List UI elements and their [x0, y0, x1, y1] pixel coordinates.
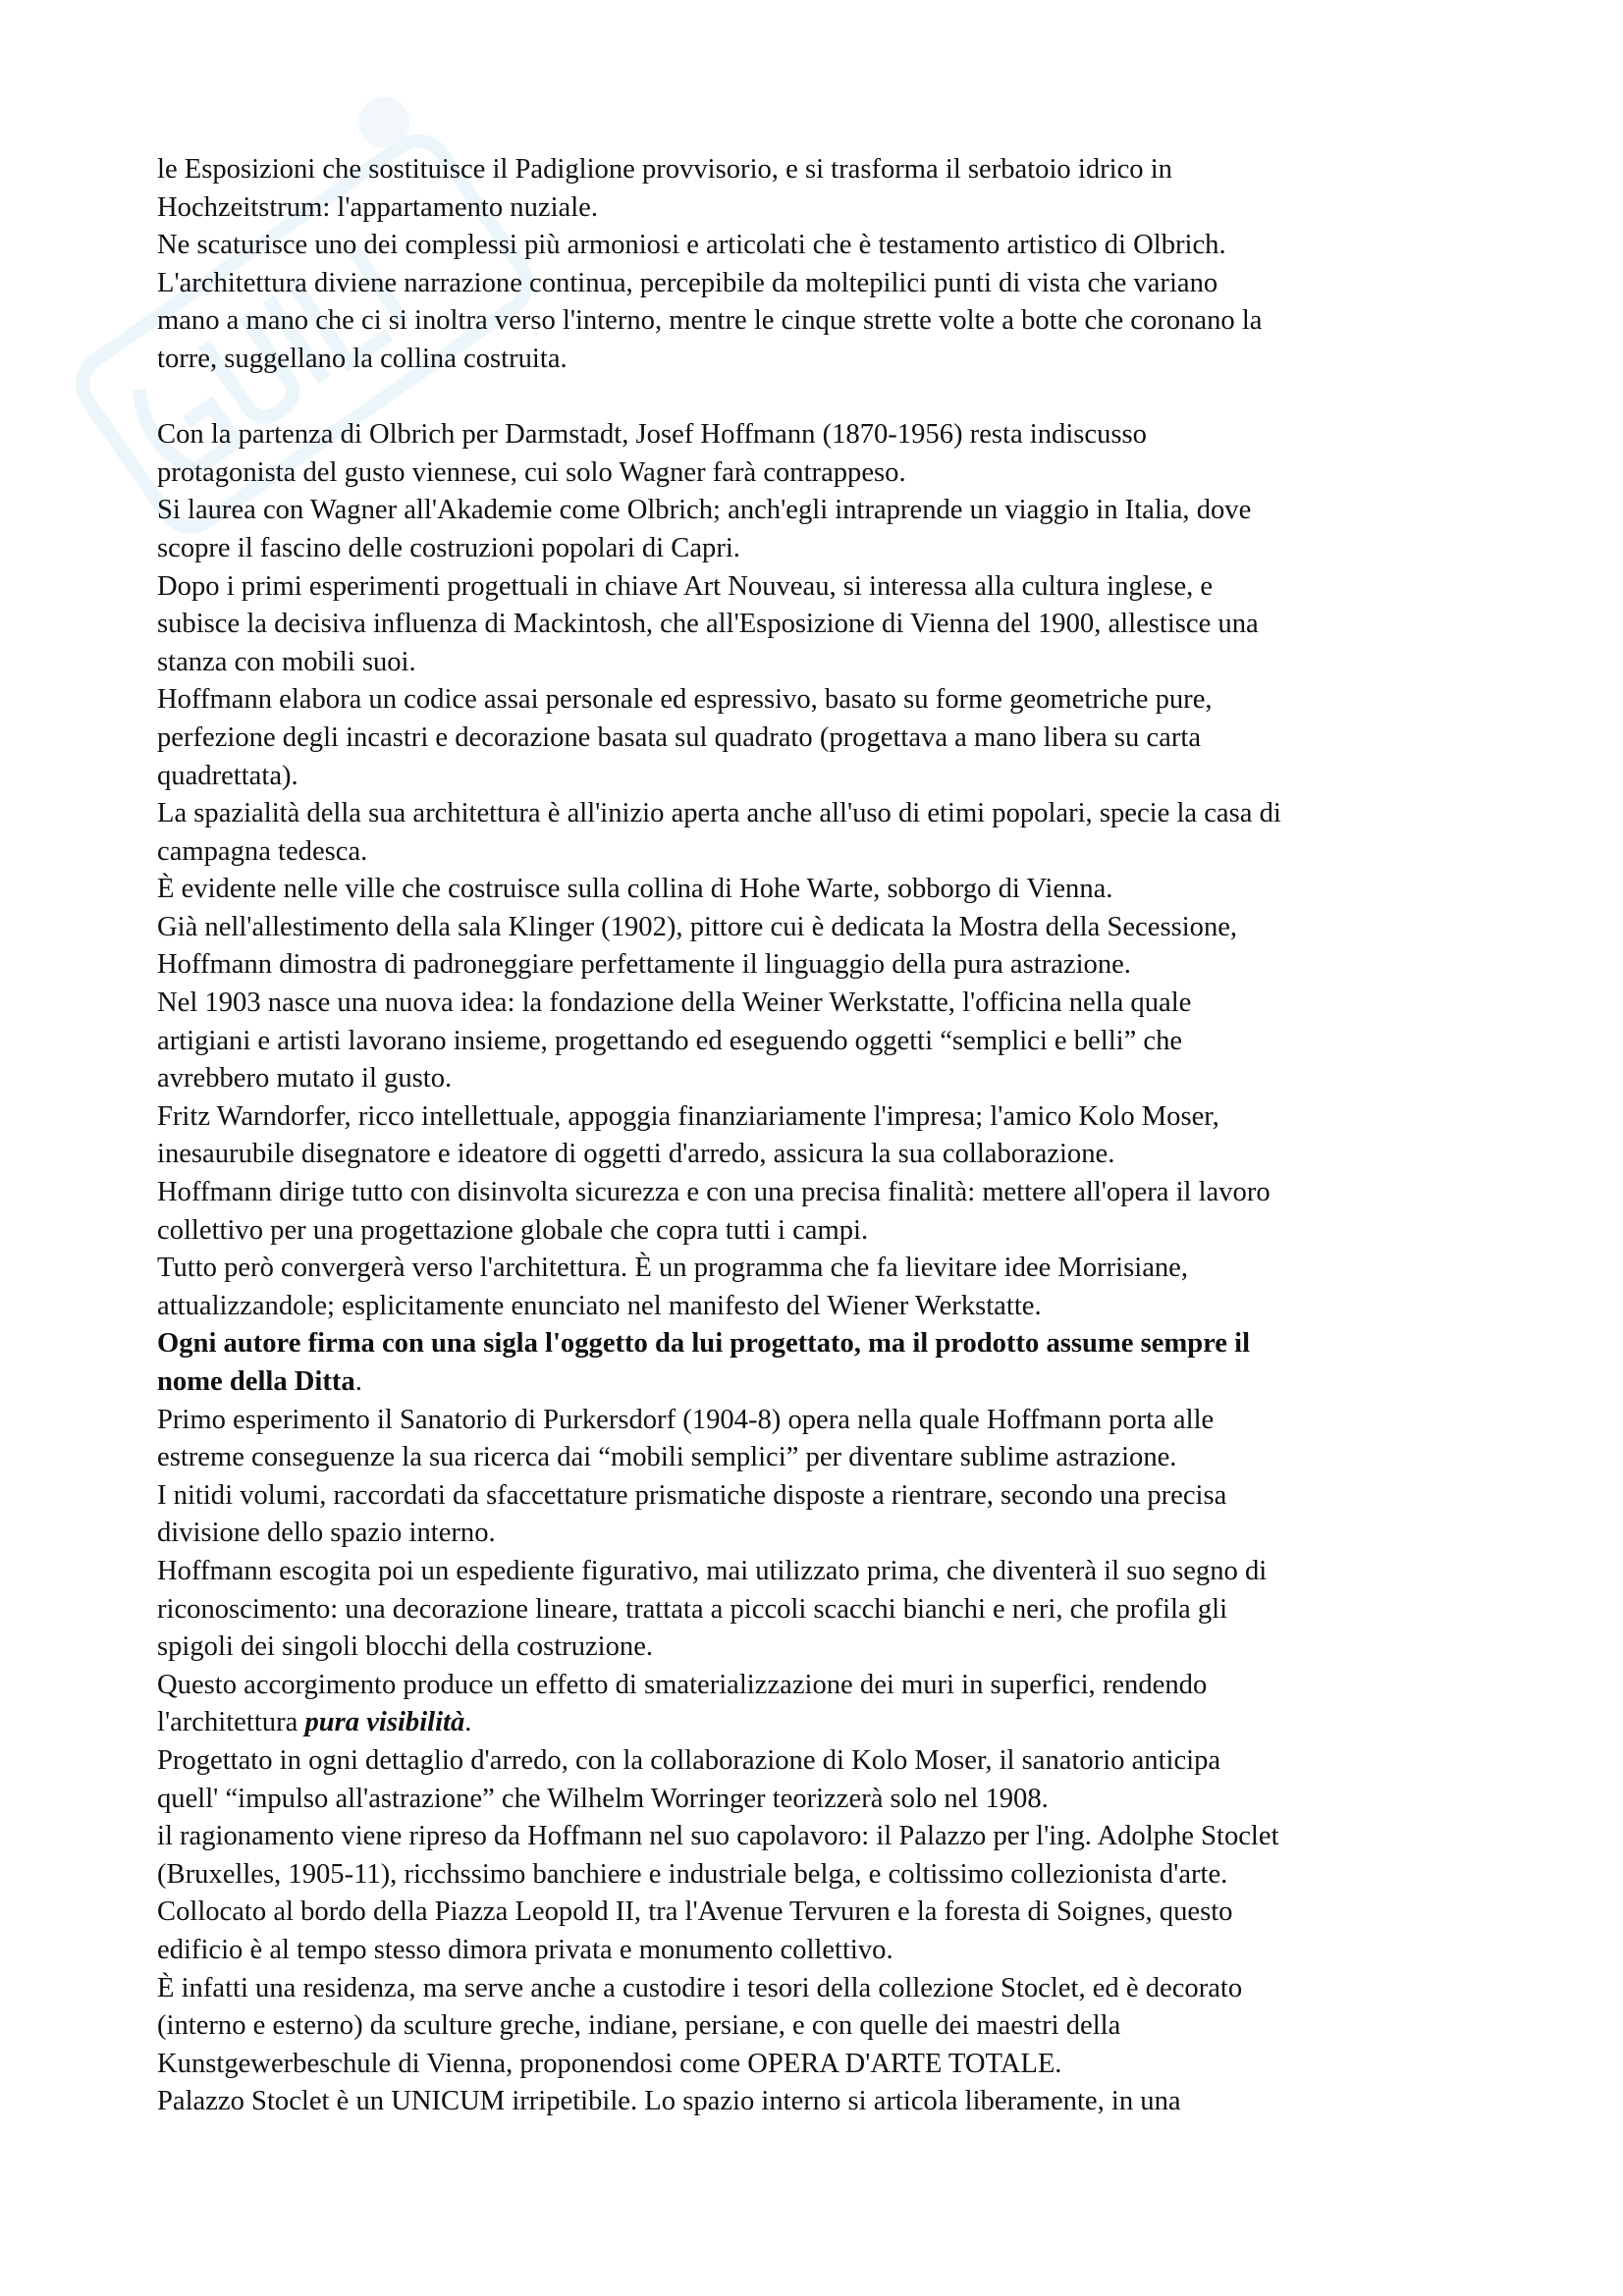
text-line: Fritz Warndorfer, ricco intellettuale, appoggia finanziariamente l'impresa; l'amico Kolo Moser, — [157, 1100, 1219, 1132]
document-body — [157, 151, 1502, 2121]
text-line: I nitidi volumi, raccordati da sfaccettature prismatiche disposte a rientrare, secondo una precisa — [157, 1479, 1227, 1511]
text-line: Primo esperimento il Sanatorio di Purkersdorf (1904-8) opera nella quale Hoffmann porta alle — [157, 1404, 1215, 1435]
text-line: torre, suggellano la collina costruita. — [157, 343, 568, 374]
text-line: Con la partenza di Olbrich per Darmstadt, Josef Hoffmann (1870-1956) resta indiscusso — [157, 419, 1147, 451]
text-line: campagna tedesca. — [157, 835, 368, 867]
text-line: stanza con mobili suoi. — [157, 646, 416, 677]
text-line: spigoli dei singoli blocchi della costruzione. — [157, 1631, 654, 1663]
text-line: Già nell'allestimento della sala Klinger (1902), pittore cui è dedicata la Mostra della Secessione, — [157, 911, 1238, 942]
text-line: subisce la decisiva influenza di Mackintosh, che all'Esposizione di Vienna del 1900, allestisce una — [157, 609, 1259, 640]
text-line: attualizzandole; esplicitamente enunciato nel manifesto del Wiener Werkstatte. — [157, 1290, 1042, 1321]
text-line: Nel 1903 nasce una nuova idea: la fondazione della Weiner Werkstatte, l'officina nella quale — [157, 988, 1192, 1019]
text-line: Progettato in ogni dettaglio d'arredo, con la collaborazione di Kolo Moser, il sanatorio anticipa — [157, 1744, 1221, 1776]
text-line: quadrettata). — [157, 760, 298, 791]
text-line: Si laurea con Wagner all'Akademie come Olbrich; anch'egli intraprende un viaggio in Italia, dove — [157, 495, 1252, 526]
paragraph-gap — [157, 379, 1502, 417]
text-fragment: l'architettura — [157, 1707, 305, 1738]
text-line: Palazzo Stoclet è un UNICUM irripetibile. Lo spazio interno si articola liberamente, in una — [157, 2086, 1181, 2117]
text-line: L'architettura diviene narrazione continua, percepibile da moltepilici punti di vista che variano — [157, 267, 1218, 298]
text-line-mixed — [157, 1704, 1502, 1742]
text-line: Ne scaturisce uno dei complessi più armoniosi e articolati che è testamento artistico di Olbrich. — [157, 230, 1226, 261]
text-line: mano a mano che ci si inoltra verso l'interno, mentre le cinque strette volte a botte che coronano la — [157, 305, 1263, 337]
text-line: È infatti una residenza, ma serve anche a custodire i tesori della collezione Stoclet, ed è decorato — [157, 1972, 1243, 2003]
text-line: Hoffmann elabora un codice assai personale ed espressivo, basato su forme geometriche pure, — [157, 684, 1213, 716]
text-line: protagonista del gusto viennese, cui solo Wagner farà contrappeso. — [157, 456, 906, 488]
text-line-mixed — [157, 1363, 1502, 1402]
text-line: Dopo i primi esperimenti progettuali in chiave Art Nouveau, si interessa alla cultura inglese, e — [157, 570, 1214, 602]
text-line: Hoffmann dirige tutto con disinvolta sicurezza e con una precisa finalità: mettere all'opera il lavoro — [157, 1177, 1271, 1208]
text-line: il ragionamento viene ripreso da Hoffmann nel suo capolavoro: il Palazzo per l'ing. Adolphe Stoclet — [157, 1821, 1279, 1852]
bold-text-line: Ogni autore firma con una sigla l'oggetto da lui progettato, ma il prodotto assume sempre il — [157, 1328, 1251, 1360]
text-line: (interno e esterno) da sculture greche, indiane, persiane, e con quelle dei maestri della — [157, 2010, 1121, 2042]
text-line: Hoffmann escogita poi un espediente figurativo, mai utilizzato prima, che diventerà il suo segno di — [157, 1555, 1268, 1586]
text-line: scopre il fascino delle costruzioni popolari di Capri. — [157, 532, 740, 563]
text-line: Questo accorgimento produce un effetto di smaterializzazione dei muri in superfici, rendendo — [157, 1669, 1208, 1700]
text-line: È evidente nelle ville che costruisce sulla collina di Hohe Warte, sobborgo di Vienna. — [157, 874, 1113, 905]
text-line: inesaurubile disegnatore e ideatore di oggetti d'arredo, assicura la sua collaborazione. — [157, 1139, 1115, 1170]
text-line: Hoffmann dimostra di padroneggiare perfettamente il linguaggio della pura astrazione. — [157, 949, 1131, 981]
text-line: Hochzeitstrum: l'appartamento nuziale. — [157, 191, 598, 223]
bold-italic-text-fragment: pura visibilità — [304, 1707, 465, 1738]
text-line: riconoscimento: una decorazione lineare, trattata a piccoli scacchi bianchi e neri, che profila gli — [157, 1593, 1228, 1625]
text-fragment: . — [464, 1707, 472, 1738]
text-line: perfezione degli incastri e decorazione basata sul quadrato (progettava a mano libera su carta — [157, 721, 1202, 753]
text-line: (Bruxelles, 1905-11), ricchssimo banchiere e industriale belga, e coltissimo collezionista d'arte. — [157, 1858, 1228, 1890]
text-line: artigiani e artisti lavorano insieme, progettando ed eseguendo oggetti “semplici e belli” che — [157, 1025, 1183, 1056]
text-line: collettivo per una progettazione globale che copra tutti i campi. — [157, 1214, 869, 1246]
bold-text-fragment: nome della Ditta — [157, 1366, 355, 1397]
text-line: Tutto però convergerà verso l'architettura. È un programma che fa lievitare idee Morrisiane, — [157, 1253, 1189, 1284]
text-line: avrebbero mutato il gusto. — [157, 1063, 453, 1095]
text-line: La spazialità della sua architettura è all'inizio aperta anche all'uso di etimi popolari, specie la casa di — [157, 798, 1281, 829]
text-line: le Esposizioni che sostituisce il Padiglione provvisorio, e si trasforma il serbatoio idrico in — [157, 154, 1172, 185]
text-line: Collocato al bordo della Piazza Leopold II, tra l'Avenue Tervuren e la foresta di Soignes, questo — [157, 1896, 1233, 1928]
text-line: edificio è al tempo stesso dimora privata e monumento collettivo. — [157, 1934, 893, 1965]
text-line: Kunstgewerbeschule di Vienna, proponendosi come OPERA D'ARTE TOTALE. — [157, 2048, 1062, 2079]
text-fragment: . — [354, 1366, 362, 1397]
text-line: divisione dello spazio interno. — [157, 1518, 496, 1549]
text-line: estreme conseguenze la sua ricerca dai “mobili semplici” per diventare sublime astrazione. — [157, 1442, 1177, 1473]
text-line: quell' “impulso all'astrazione” che Wilhelm Worringer teorizzerà solo nel 1908. — [157, 1783, 1049, 1814]
